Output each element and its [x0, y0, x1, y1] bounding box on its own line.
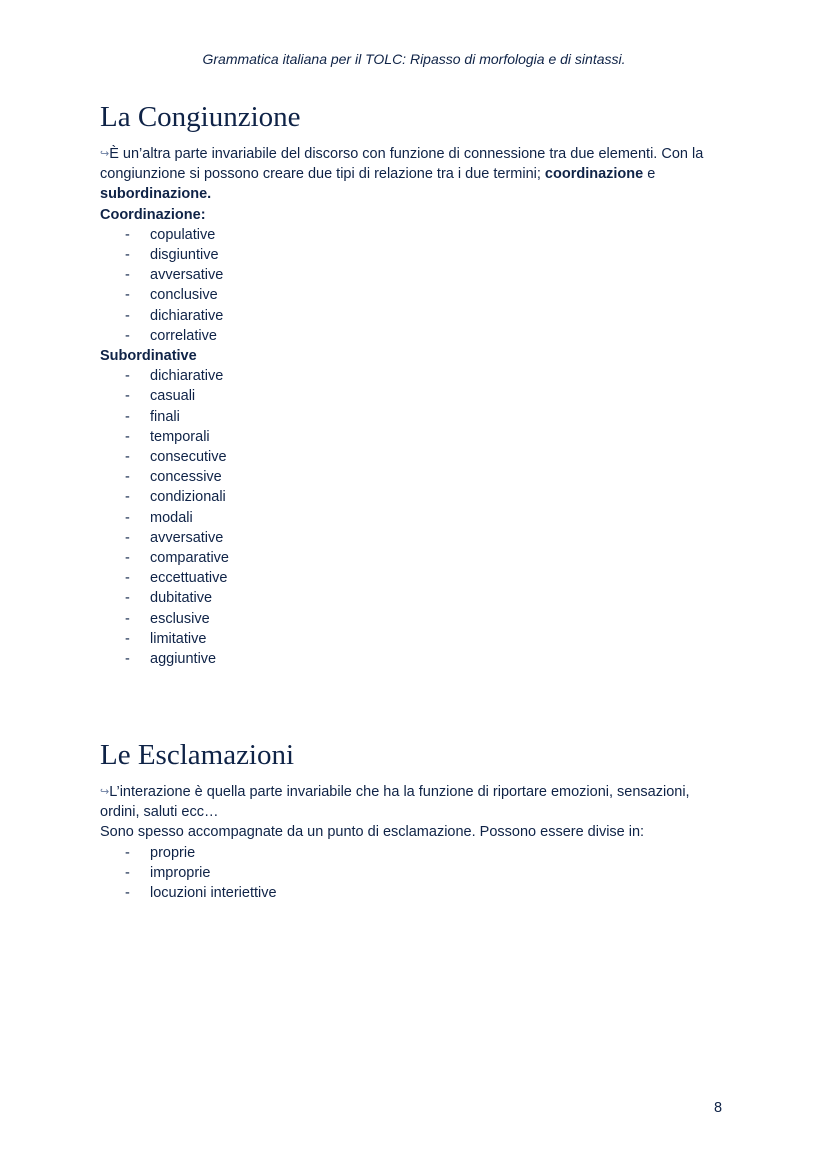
list-item [100, 265, 730, 285]
list-item [100, 285, 730, 305]
second-paragraph-esclamazioni: Sono spesso accompagnate da un punto di esclamazione. Possono essere divise in: [100, 824, 645, 841]
dash-bullet: - [125, 844, 130, 861]
list-item-label: avversative [150, 267, 224, 284]
list-item [100, 487, 730, 507]
dash-bullet: - [125, 287, 130, 304]
list-item [100, 306, 730, 326]
dash-bullet: - [125, 408, 130, 425]
dash-bullet: - [125, 489, 130, 506]
coordinazione-list [100, 225, 730, 346]
list-item-label: esclusive [150, 610, 210, 627]
list-item [100, 427, 730, 447]
running-header: Grammatica italiana per il TOLC: Ripasso di morfologia e di sintassi. [202, 51, 626, 67]
list-item-label: locuzioni interiettive [150, 885, 277, 902]
hook-arrow-icon: ↪ [100, 148, 110, 160]
list-item [100, 326, 730, 346]
dash-bullet: - [125, 307, 130, 324]
intro-bold-coordinazione: coordinazione [544, 166, 644, 183]
dash-bullet: - [125, 267, 130, 284]
list-item [100, 629, 730, 649]
dash-bullet: - [125, 226, 130, 243]
dash-bullet: - [125, 529, 130, 546]
list-item-label: conclusive [150, 287, 218, 304]
list-item [100, 407, 730, 427]
list-item-label: correlative [150, 327, 217, 344]
subordinative-list [100, 366, 730, 669]
list-item-label: comparative [150, 550, 229, 567]
coordinazione-heading: Coordinazione: [100, 206, 206, 223]
page-number: 8 [714, 1100, 723, 1116]
list-item [100, 568, 730, 588]
list-item-label: modali [150, 509, 193, 526]
list-item [100, 528, 730, 548]
hook-arrow-icon: ↪ [100, 786, 110, 798]
list-item-label: proprie [150, 844, 196, 861]
dash-bullet: - [125, 368, 130, 385]
dash-bullet: - [125, 247, 130, 264]
list-item-label: dubitative [150, 590, 213, 607]
list-item [100, 843, 730, 863]
intro-and: e [643, 166, 656, 183]
list-item-label: dichiarative [150, 307, 224, 324]
list-item [100, 225, 730, 245]
list-item [100, 863, 730, 883]
list-item [100, 386, 730, 406]
dash-bullet: - [125, 630, 130, 647]
list-item [100, 883, 730, 903]
dash-bullet: - [125, 428, 130, 445]
intro-text: L’interazione è quella parte invariabile che ha la funzione di riportare emozioni, sensazioni, ordini, saluti ecc… [100, 784, 690, 821]
list-item [100, 366, 730, 386]
list-item-label: consecutive [150, 449, 227, 466]
section-esclamazioni [100, 738, 730, 903]
list-item-label: dichiarative [150, 368, 224, 385]
intro-paragraph-congiunzione [100, 144, 730, 205]
dash-bullet: - [125, 610, 130, 627]
list-item [100, 548, 730, 568]
list-item [100, 649, 730, 669]
esclamazioni-list [100, 843, 730, 904]
dash-bullet: - [125, 864, 130, 881]
list-item-label: finali [150, 408, 180, 425]
list-item-label: casuali [150, 388, 196, 405]
dash-bullet: - [125, 651, 130, 668]
intro-text: È un’altra parte invariabile del discorso con funzione di connessione tra due elementi. Con la congiunzione si possono creare due tipi di relazione tra i due termini; [100, 146, 704, 183]
list-item [100, 609, 730, 629]
dash-bullet: - [125, 449, 130, 466]
section-title-esclamazioni: Le Esclamazioni [100, 739, 295, 771]
list-item-label: limitative [150, 630, 207, 647]
list-item [100, 447, 730, 467]
list-item [100, 508, 730, 528]
subordinative-heading: Subordinative [100, 348, 197, 365]
section-congiunzione [100, 100, 730, 669]
dash-bullet: - [125, 469, 130, 486]
list-item-label: concessive [150, 469, 222, 486]
dash-bullet: - [125, 885, 130, 902]
section-title-congiunzione: La Congiunzione [100, 101, 301, 133]
list-item-label: eccettuative [150, 570, 228, 587]
dash-bullet: - [125, 327, 130, 344]
list-item-label: avversative [150, 529, 224, 546]
intro-paragraph-esclamazioni [100, 782, 730, 822]
dash-bullet: - [125, 570, 130, 587]
list-item-label: improprie [150, 864, 211, 881]
list-item [100, 245, 730, 265]
list-item-label: copulative [150, 226, 216, 243]
dash-bullet: - [125, 388, 130, 405]
intro-bold-subordinazione: subordinazione. [100, 186, 212, 203]
dash-bullet: - [125, 509, 130, 526]
dash-bullet: - [125, 590, 130, 607]
list-item-label: aggiuntive [150, 651, 217, 668]
list-item-label: condizionali [150, 489, 226, 506]
list-item [100, 467, 730, 487]
list-item-label: temporali [150, 428, 210, 445]
list-item-label: disgiuntive [150, 247, 219, 264]
dash-bullet: - [125, 550, 130, 567]
list-item [100, 588, 730, 608]
